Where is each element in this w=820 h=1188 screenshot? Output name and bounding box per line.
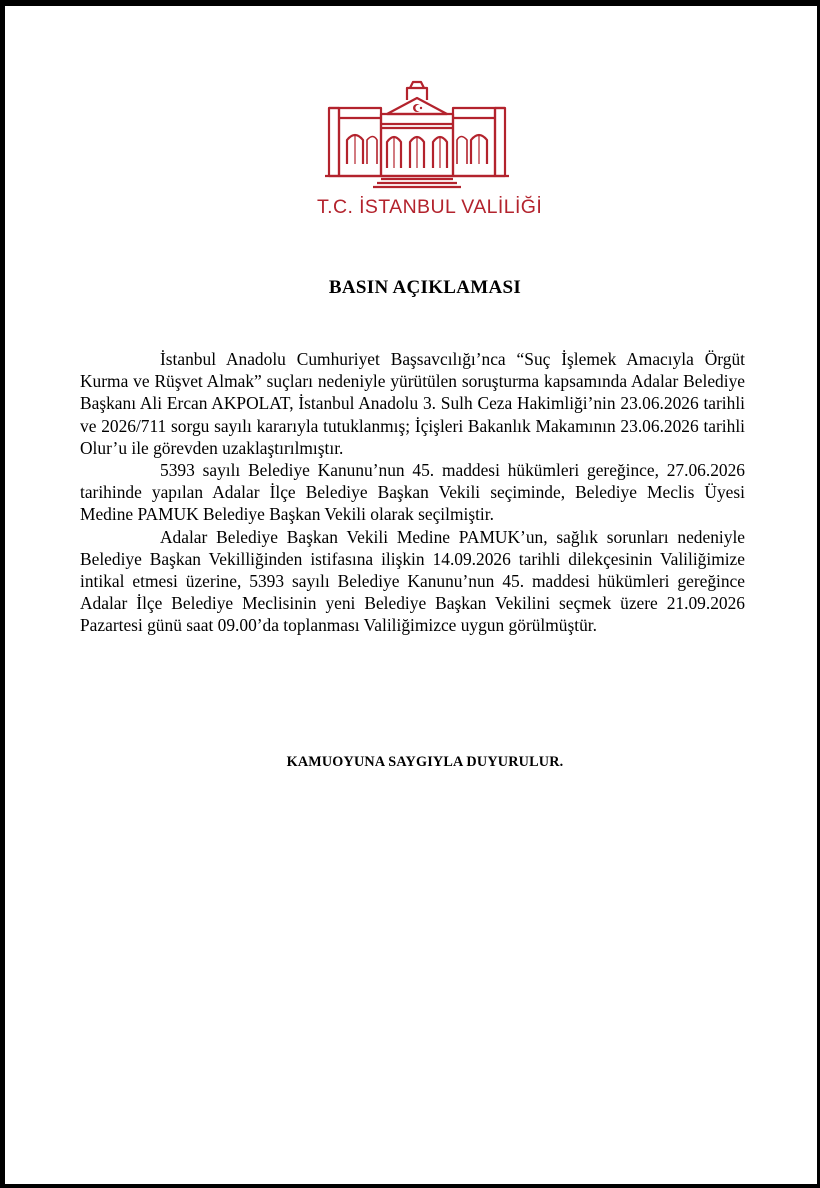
paragraph: İstanbul Anadolu Cumhuriyet Başsavcılığı’nca “Suç İşlemek Amacıyla Örgüt Kurma ve Rüşvet Almak” suçları nedeniyle yürütülen soruşturma kapsamında Adalar Belediye Başkanı Ali Ercan AKPOLAT, İstanbul Anadolu 3. Sulh Ceza Hakimliği’nin 23.06.2026 tarihli ve 2026/711 sorgu sayılı kararıyla tutuklanmış; İçişleri Bakanlık Makamının 23.06.2026 tarihli Olur’u ile görevden uzaklaştırılmıştır.: [80, 349, 745, 458]
paragraph: 5393 sayılı Belediye Kanunu’nun 45. maddesi hükümleri gereğince, 27.06.2026 tarihinde yapılan Adalar İlçe Belediye Başkan Vekili seçiminde, Belediye Meclis Üyesi Medine PAMUK Belediye Başkan Vekili olarak seçilmiştir.: [80, 460, 745, 525]
document-body: [80, 348, 745, 637]
closing-statement: KAMUOYUNA SAYGIYLA DUYURULUR.: [286, 754, 564, 770]
paragraph: Adalar Belediye Başkan Vekili Medine PAMUK’un, sağlık sorunları nedeniyle Belediye Başkan Vekilliğinden istifasına ilişkin 14.09.2026 tarihli dilekçesinin Valiliğimize intikal etmesi üzerine, 5393 sayılı Belediye Kanunu’nun 45. maddesi hükümleri gereğince Adalar İlçe Belediye Meclisinin yeni Belediye Başkan Vekilini seçmek üzere 21.09.2026 Pazartesi günü saat 09.00’da toplanması Valiliğimizce uygun görülmüştür.: [80, 526, 745, 636]
logo-text: T.C. İSTANBUL VALİLİĞİ: [317, 196, 543, 218]
document-page: [5, 6, 817, 1184]
document-title: BASIN AÇIKLAMASI: [328, 277, 522, 298]
governorship-logo: [317, 78, 543, 228]
governorship-building-icon: [317, 78, 517, 198]
